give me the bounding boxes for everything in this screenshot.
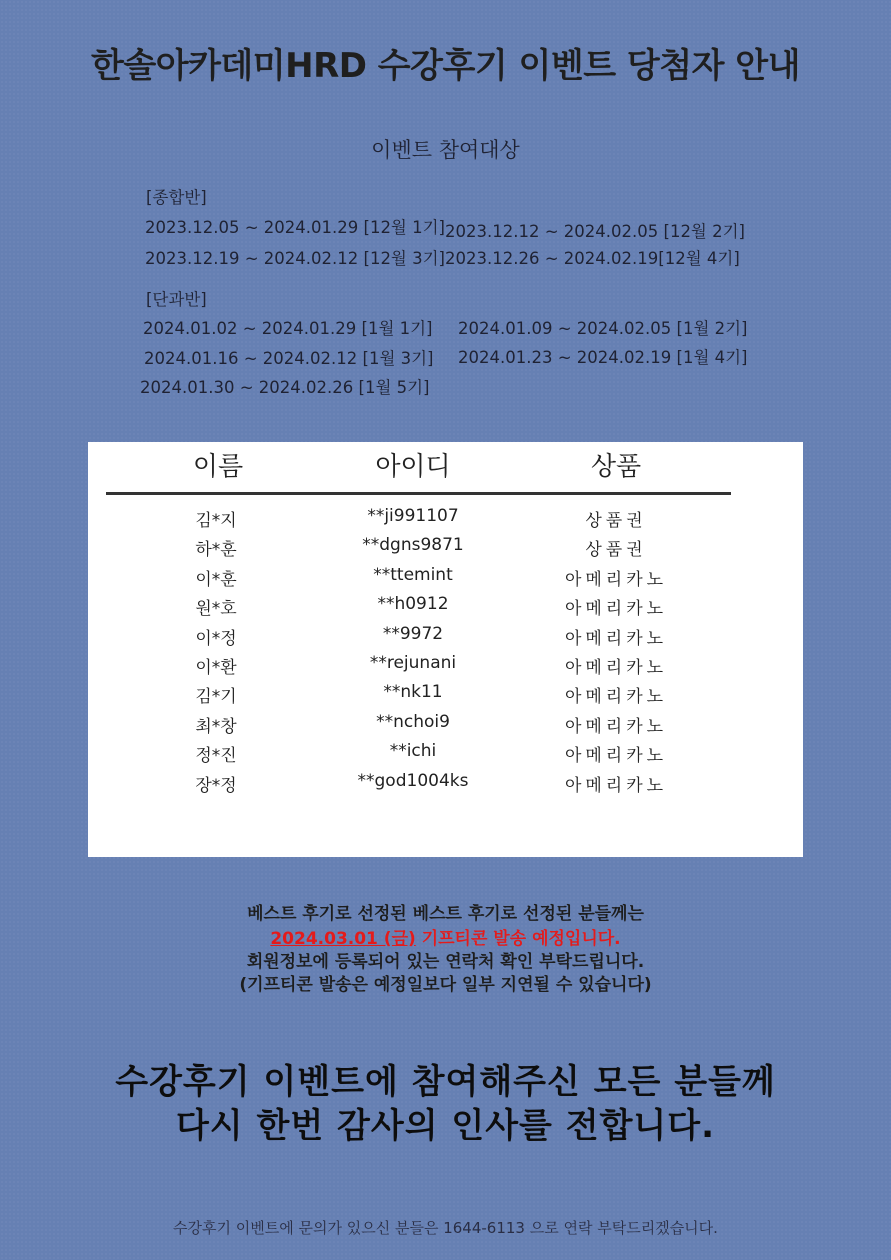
winner-prize: 아메리카노 — [564, 716, 668, 737]
table-row — [88, 741, 803, 770]
table-row — [88, 624, 803, 653]
table-row — [88, 682, 803, 711]
thanks-line-2: 다시 한번 감사의 인사를 전합니다. — [175, 1106, 716, 1146]
notice-line-4: (기프티콘 발송은 예정일보다 일부 지연될 수 있습니다) — [239, 975, 652, 995]
winners-panel — [88, 442, 803, 857]
single-class-label: [단과반] — [146, 290, 207, 309]
column-header-prize: 상품 — [590, 452, 642, 482]
combined-date-4: 2023.12.26 ~ 2024.02.19[12월 4기] — [445, 249, 740, 268]
winner-id: **9972 — [382, 623, 444, 644]
single-date-2: 2024.01.09 ~ 2024.02.05 [1월 2기] — [458, 319, 748, 338]
winner-id: **god1004ks — [357, 770, 469, 791]
winner-name: 원*호 — [195, 599, 237, 620]
winner-id: **rejunani — [369, 653, 457, 673]
delivery-date: 2024.03.01 (금) — [270, 929, 416, 949]
winner-id: **ji991107 — [367, 506, 459, 526]
winner-prize: 상품권 — [585, 511, 647, 531]
table-row — [88, 771, 803, 800]
table-row — [88, 506, 803, 535]
notice-line-3: 회원정보에 등록되어 있는 연락처 확인 부탁드립니다. — [246, 952, 645, 972]
winner-id: **ichi — [389, 741, 437, 762]
table-row — [88, 535, 803, 564]
winner-prize: 아메리카노 — [564, 658, 668, 678]
winner-prize: 아메리카노 — [564, 687, 668, 708]
notice-line-2 — [0, 924, 891, 949]
table-row — [88, 565, 803, 594]
winner-prize: 아메리카노 — [564, 569, 668, 590]
winner-prize: 아메리카노 — [564, 599, 668, 620]
winner-prize: 상품권 — [585, 540, 647, 561]
page-title: 한솔아카데미HRD 수강후기 이벤트 당첨자 안내 — [91, 46, 800, 86]
table-row — [88, 712, 803, 741]
header-divider — [106, 492, 731, 495]
single-date-5: 2024.01.30 ~ 2024.02.26 [1월 5기] — [140, 378, 430, 397]
single-date-4: 2024.01.23 ~ 2024.02.19 [1월 4기] — [458, 348, 748, 367]
notice-line-1: 베스트 후기로 선정된 베스트 후기로 선정된 분들께는 — [247, 904, 644, 924]
winner-id: **h0912 — [377, 594, 449, 615]
combined-date-1: 2023.12.05 ~ 2024.01.29 [12월 1기] — [145, 218, 445, 237]
winner-id: **nk11 — [383, 682, 443, 703]
winner-id: **nchoi9 — [376, 711, 450, 732]
winner-id: **ttemint — [373, 564, 453, 585]
winner-prize: 아메리카노 — [564, 746, 668, 767]
table-row — [88, 594, 803, 623]
delivery-notice: 기프티콘 발송 예정입니다. — [415, 929, 621, 949]
winner-id: **dgns9871 — [362, 535, 464, 556]
single-date-1: 2024.01.02 ~ 2024.01.29 [1월 1기] — [143, 319, 433, 338]
winner-prize: 아메리카노 — [564, 628, 668, 649]
combined-date-3: 2023.12.19 ~ 2024.02.12 [12월 3기] — [145, 249, 445, 268]
winner-name: 이*환 — [195, 658, 237, 678]
column-header-id: 아이디 — [375, 452, 451, 482]
combined-class-label: [종합반] — [146, 188, 207, 207]
combined-date-2: 2023.12.12 ~ 2024.02.05 [12월 2기] — [445, 222, 745, 241]
winner-name: 이*훈 — [195, 569, 237, 590]
contact-footer: 수강후기 이벤트에 문의가 있으신 분들은 1644-6113 으로 연락 부탁드리겠습니다. — [173, 1219, 718, 1237]
winner-name: 하*훈 — [195, 540, 237, 561]
winner-name: 장*정 — [195, 775, 237, 796]
winner-name: 김*기 — [195, 687, 237, 708]
winner-name: 정*진 — [195, 746, 237, 767]
thanks-line-1: 수강후기 이벤트에 참여해주신 모든 분들께 — [115, 1062, 776, 1102]
event-target-heading: 이벤트 참여대상 — [371, 138, 520, 162]
winner-name: 이*정 — [195, 628, 237, 649]
winner-name: 김*지 — [195, 511, 237, 531]
single-date-3: 2024.01.16 ~ 2024.02.12 [1월 3기] — [144, 349, 434, 368]
table-row — [88, 653, 803, 682]
winner-name: 최*창 — [195, 716, 237, 737]
winner-prize: 아메리카노 — [564, 775, 668, 796]
column-header-name: 이름 — [192, 452, 244, 482]
